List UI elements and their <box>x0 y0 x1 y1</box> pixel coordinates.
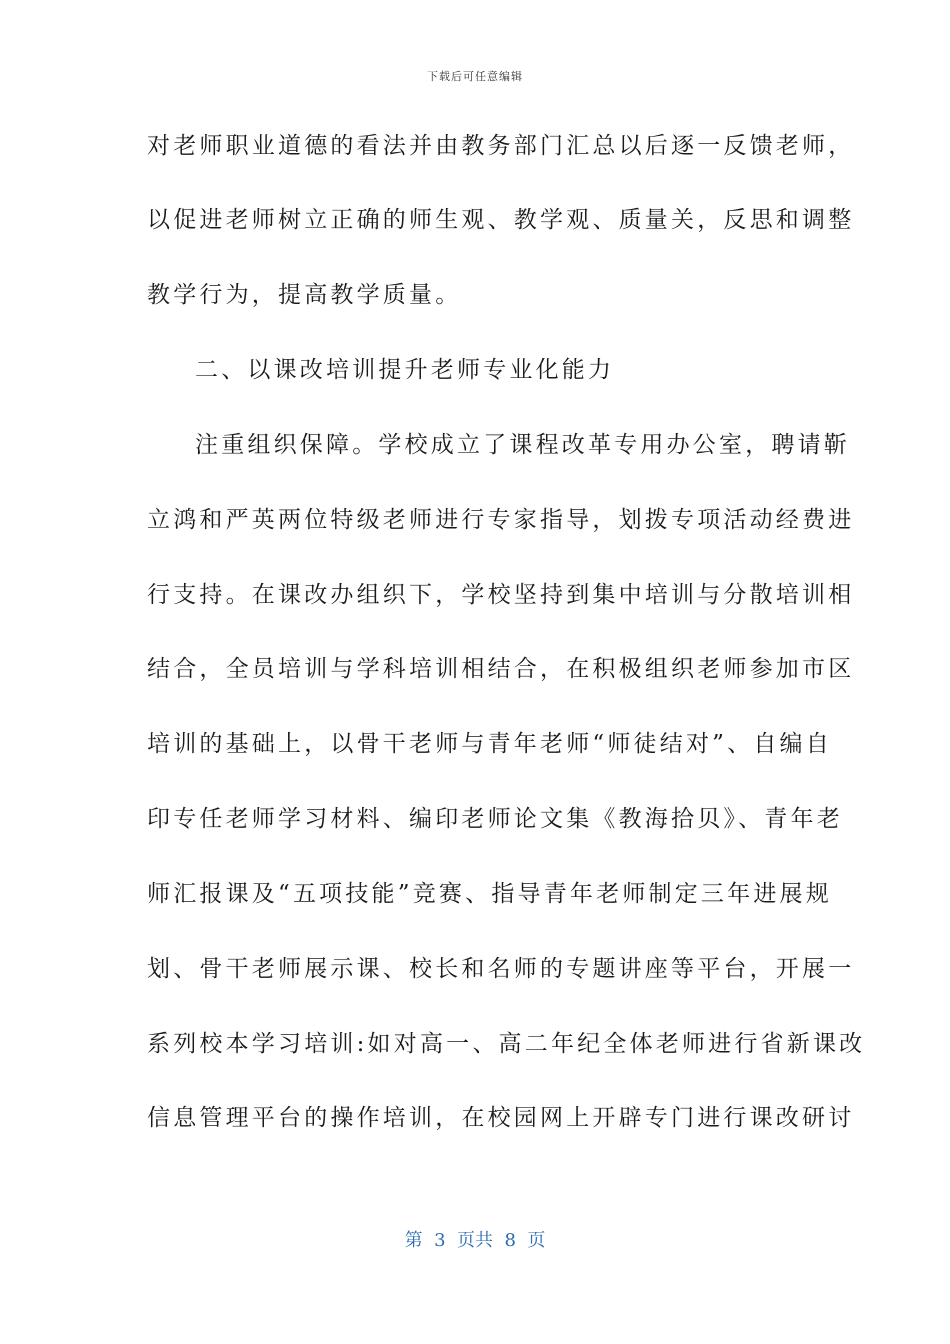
page-number-footer: 第 3 页共 8 页 <box>404 1230 546 1251</box>
paragraph-line: 信息管理平台的操作培训，在校园网上开辟专门进行课改研讨 <box>147 1105 855 1131</box>
paragraph-line: 培训的基础上，以骨干老师与青年老师“师徒结对”、自编自 <box>147 731 832 757</box>
paragraph-line: 系列校本学习培训:如对高一、高二年纪全体老师进行省新课改 <box>147 1031 866 1057</box>
paragraph-line: 划、骨干老师展示课、校长和名师的专题讲座等平台，开展一 <box>147 956 855 982</box>
paragraph-line: 注重组织保障。学校成立了课程改革专用办公室，聘请靳 <box>195 432 850 458</box>
paragraph-line: 对老师职业道德的看法并由教务部门汇总以后逐一反馈老师， <box>147 133 855 159</box>
paragraph-line: 印专任老师学习材料、编印老师论文集《教海拾贝》、青年老 <box>147 806 843 832</box>
paragraph-line: 行支持。在课改办组织下，学校坚持到集中培训与分散培训相 <box>147 582 855 608</box>
paragraph-line: 师汇报课及“五项技能”竞赛、指导青年老师制定三年进展规 <box>147 881 832 907</box>
paragraph-line: 以促进老师树立正确的师生观、教学观、质量关，反思和调整 <box>147 207 855 233</box>
page-header: 下载后可任意编辑 <box>427 70 523 83</box>
section-heading: 二、以课改培训提升老师专业化能力 <box>195 357 615 383</box>
paragraph-line: 结合，全员培训与学科培训相结合，在积极组织老师参加市区 <box>147 656 855 682</box>
paragraph-line: 立鸿和严英两位特级老师进行专家指导，划拨专项活动经费进 <box>147 507 855 533</box>
paragraph-line: 教学行为，提高教学质量。 <box>147 282 462 308</box>
